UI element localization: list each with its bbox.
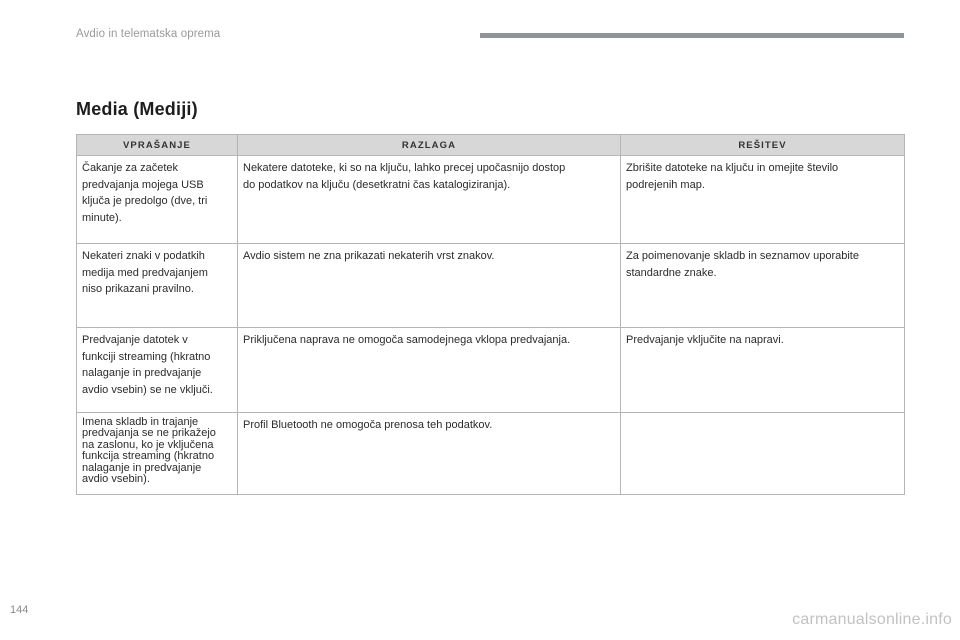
table-row [77,413,905,495]
header-divider-bar [480,33,904,38]
solution-cell: Zbrišite datoteke na ključu in omejite število podrejenih map. [621,156,905,244]
question-cell: Čakanje za začetek predvajanja mojega USB ključa je predolgo (dve, tri minute). [77,156,238,244]
solution-cell [621,413,905,495]
section-title: Media (Mediji) [76,99,198,119]
explanation-cell: Profil Bluetooth ne omogoča prenosa teh podatkov. [238,413,621,495]
explanation-cell: Nekatere datoteke, ki so na ključu, lahko precej upočasnijo dostop do podatkov na ključu (desetkratni čas katalogiziranja). [238,156,621,244]
explanation-cell: Avdio sistem ne zna prikazati nekaterih vrst znakov. [238,244,621,328]
table-row [77,328,905,413]
column-header-explanation: RAZLAGA [238,135,621,156]
running-header: Avdio in telematska oprema [76,28,221,40]
solution-cell: Za poimenovanje skladb in seznamov uporabite standardne znake. [621,244,905,328]
page-number: 144 [10,604,29,616]
explanation-cell: Priključena naprava ne omogoča samodejnega vklopa predvajanja. [238,328,621,413]
solution-cell: Predvajanje vključite na napravi. [621,328,905,413]
question-cell: Imena skladb in trajanje predvajanja se ne prikažejo na zaslonu, ko je vključena funkcija streaming (hkratno nalaganje in predvajanje avdio vsebin). [77,413,238,495]
table-header-row [77,135,905,156]
troubleshooting-table [76,134,905,495]
watermark-text: carmanualsonline.info [792,611,952,628]
column-header-solution: REŠITEV [621,135,905,156]
column-header-question: VPRAŠANJE [77,135,238,156]
table-row [77,156,905,244]
table-row [77,244,905,328]
question-cell: Nekateri znaki v podatkih medija med predvajanjem niso prikazani pravilno. [77,244,238,328]
question-cell: Predvajanje datotek v funkciji streaming (hkratno nalaganje in predvajanje avdio vsebin) se ne vključi. [77,328,238,413]
